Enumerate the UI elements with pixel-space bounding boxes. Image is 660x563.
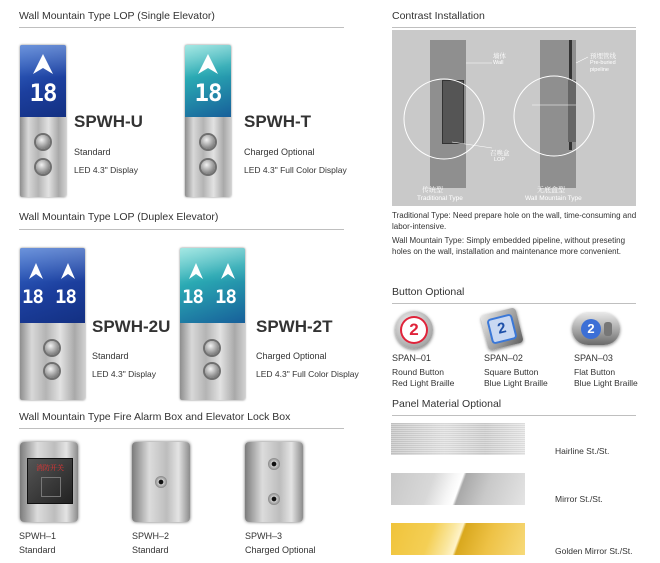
contrast-section-title: Contrast Installation	[392, 10, 485, 22]
lop-label-en: LOP	[494, 157, 506, 163]
floor-digits-left: 18	[182, 286, 203, 308]
product-code: SPWH-2U	[92, 317, 171, 336]
lop-label-cn: 召唤盒	[490, 149, 510, 157]
floor-digits: 18	[29, 79, 57, 107]
lop-display	[180, 248, 245, 323]
button-line1: Round Button	[392, 367, 444, 377]
product-label: Standard	[19, 545, 56, 555]
up-arrow-icon	[197, 53, 219, 75]
keyhole-icon	[268, 493, 280, 505]
product-label: Charged Optional	[245, 545, 316, 555]
call-button-up[interactable]	[201, 135, 215, 149]
product-label: Charged Optional	[256, 351, 327, 361]
product-label: Standard	[74, 147, 111, 157]
golden-mirror-swatch	[391, 523, 525, 555]
wall-mountain-description: Wall Mountain Type: Simply embedded pipeline, without preseting holes on the wall, installation and maintenance more convenient.	[392, 236, 626, 256]
fire-box-label: 消防开关	[36, 464, 64, 472]
wall-label-en: Wall	[493, 60, 504, 66]
keyhole-icon	[155, 476, 167, 488]
display-spec: LED 4.3" Display	[74, 165, 138, 175]
call-button-up[interactable]	[205, 341, 219, 355]
call-button-down[interactable]	[36, 160, 50, 174]
lop-spwh-2t	[180, 248, 245, 400]
product-code: SPWH–3	[245, 531, 283, 541]
button-code: SPAN–01	[392, 353, 431, 363]
button-line2: Blue Light Braille	[574, 378, 638, 388]
up-arrow-icon	[28, 262, 44, 280]
contrast-diagram	[392, 30, 636, 206]
product-code: SPWH-U	[74, 112, 143, 131]
button-line2: Blue Light Braille	[484, 378, 548, 388]
button-line1: Flat Button	[574, 367, 616, 377]
button-number: 2	[581, 319, 601, 339]
product-label: Standard	[92, 351, 129, 361]
floor-digits: 18	[194, 79, 222, 107]
duplex-section-title: Wall Mountain Type LOP (Duplex Elevator)	[19, 211, 219, 223]
call-button-up[interactable]	[36, 135, 50, 149]
call-button-down[interactable]	[205, 364, 219, 378]
duplex-divider	[19, 229, 344, 230]
display-spec: LED 4.3" Display	[92, 369, 156, 379]
lop-display	[20, 248, 85, 323]
product-code: SPWH-T	[244, 112, 312, 131]
button-number: 2	[402, 318, 426, 342]
traditional-label-cn: 传统型	[422, 186, 443, 194]
lop-spwh-u	[20, 45, 66, 197]
floor-digits-right: 18	[55, 286, 76, 308]
buttons-section-title: Button Optional	[392, 286, 465, 298]
material-label: Mirror St./St.	[555, 494, 603, 504]
lop-display	[185, 45, 231, 117]
pipeline-label-en: Pre-buried pipeline	[590, 60, 616, 73]
material-label: Golden Mirror St./St.	[555, 546, 633, 556]
hairline-swatch	[391, 423, 525, 455]
product-code: SPWH–2	[132, 531, 170, 541]
single-divider	[19, 27, 344, 28]
product-code: SPWH–1	[19, 531, 57, 541]
mirror-swatch	[391, 473, 525, 505]
square-button-sample	[480, 307, 524, 351]
floor-digits-left: 18	[22, 286, 43, 308]
lock-box-double	[245, 442, 303, 522]
call-button-down[interactable]	[45, 364, 59, 378]
call-button-down[interactable]	[201, 160, 215, 174]
button-line1: Square Button	[484, 367, 539, 377]
lop-spwh-t	[185, 45, 231, 197]
traditional-description: Traditional Type: Need prepare hole on the wall, time-consuming and labor-intensive.	[392, 211, 637, 231]
panel-section-title: Panel Material Optional	[392, 398, 502, 410]
contrast-divider	[392, 27, 636, 28]
button-number: 2	[489, 316, 516, 343]
fire-alarm-box	[20, 442, 78, 522]
buttons-divider	[392, 303, 636, 304]
up-arrow-icon	[188, 262, 204, 280]
lop-spwh-2u	[20, 248, 85, 400]
material-label: Hairline St./St.	[555, 446, 610, 456]
round-button-sample	[395, 311, 433, 349]
up-arrow-icon	[220, 262, 236, 280]
display-spec: LED 4.3" Full Color Display	[244, 165, 347, 175]
up-arrow-icon	[32, 53, 54, 75]
keyhole-icon	[268, 458, 280, 470]
wall-label-cn: 墙体	[493, 52, 506, 60]
button-code: SPAN–02	[484, 353, 523, 363]
button-line2: Red Light Braille	[392, 378, 455, 388]
pipeline-label-cn: 预埋管线	[590, 52, 616, 60]
up-arrow-icon	[60, 262, 76, 280]
product-label: Charged Optional	[244, 147, 315, 157]
fire-divider	[19, 428, 344, 429]
traditional-label-en: Traditional Type	[417, 195, 463, 202]
wall-mountain-label-cn: 无底盒型	[537, 186, 565, 194]
lock-box-single	[132, 442, 190, 522]
button-code: SPAN–03	[574, 353, 613, 363]
display-spec: LED 4.3" Full Color Display	[256, 369, 359, 379]
lop-display	[20, 45, 66, 117]
single-section-title: Wall Mountain Type LOP (Single Elevator)	[19, 10, 215, 22]
fire-section-title: Wall Mountain Type Fire Alarm Box and Elevator Lock Box	[19, 411, 291, 423]
flat-button-sample	[572, 313, 620, 345]
product-code: SPWH-2T	[256, 317, 333, 336]
floor-digits-right: 18	[215, 286, 236, 308]
wall-mountain-label-en: Wall Mountain Type	[525, 195, 582, 202]
panel-divider	[392, 415, 636, 416]
call-button-up[interactable]	[45, 341, 59, 355]
fire-box-window	[27, 458, 73, 504]
product-label: Standard	[132, 545, 169, 555]
